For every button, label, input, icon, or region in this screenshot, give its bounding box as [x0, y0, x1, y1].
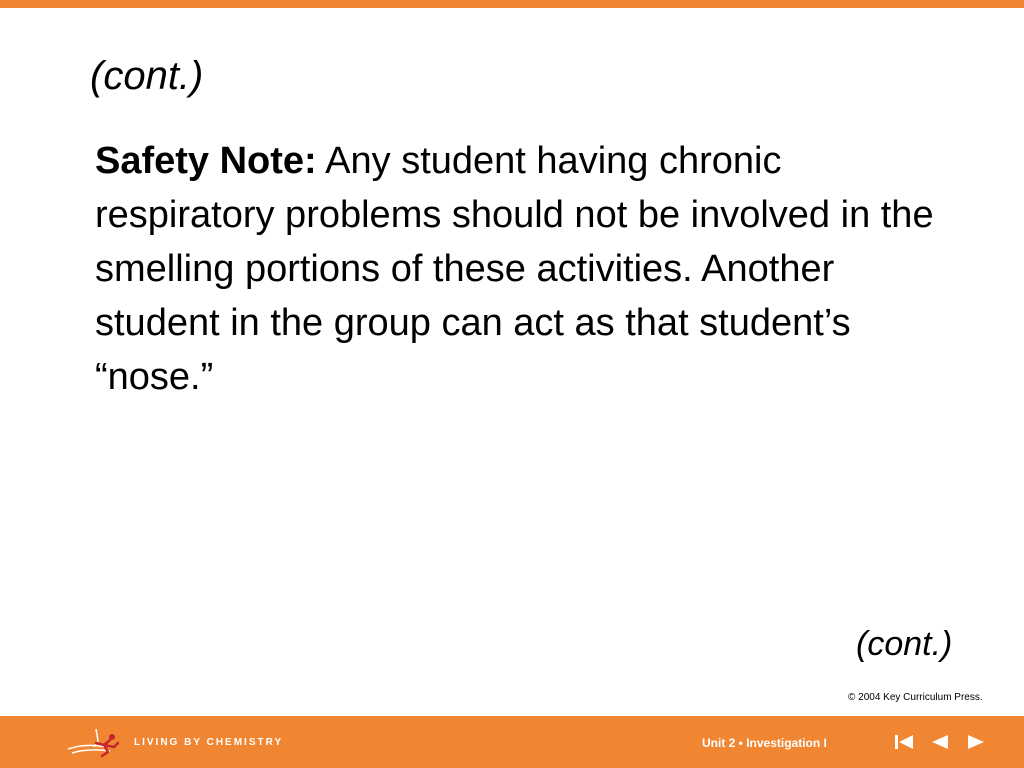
previous-slide-icon	[931, 735, 949, 749]
safety-note	[95, 134, 935, 404]
living-by-chemistry-logo	[66, 724, 283, 760]
continued-label: (cont.)	[856, 625, 953, 663]
copyright-notice: © 2004 Key Curriculum Press.	[848, 692, 983, 703]
first-slide-icon	[894, 735, 914, 749]
top-accent-bar	[0, 0, 1024, 8]
slide-navigation	[893, 734, 987, 750]
next-slide-icon	[967, 735, 985, 749]
safety-note-label: Safety Note:	[95, 140, 317, 182]
slide-title: (cont.)	[90, 54, 204, 98]
runner-logo-icon	[66, 725, 124, 759]
next-slide-button[interactable]	[965, 734, 987, 750]
safety-note-text: Any student having chronic respiratory problems should not be involved in the smelling portions of these activities. Another student in the group can act as that student’s “nose.”	[95, 140, 934, 398]
first-slide-button[interactable]	[893, 734, 915, 750]
logo-text: LIVING BY CHEMISTRY	[134, 736, 284, 748]
previous-slide-button[interactable]	[929, 734, 951, 750]
footer-bar	[0, 716, 1024, 768]
unit-investigation-label: Unit 2 • Investigation I	[702, 736, 827, 750]
